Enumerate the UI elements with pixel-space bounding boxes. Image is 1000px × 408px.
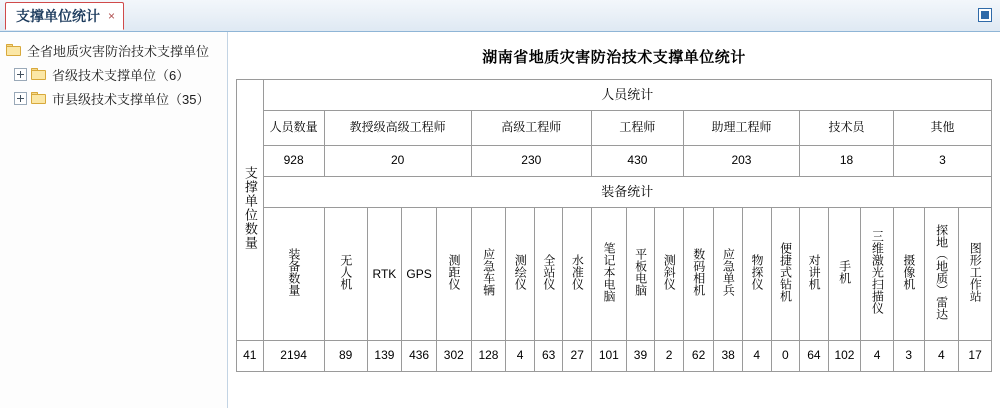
equipment-value-cell: 4	[742, 341, 771, 372]
equipment-header-cell: 装备数量	[263, 208, 324, 341]
tree-node-label: 省级技术支撑单位（6）	[52, 67, 190, 83]
personnel-value-cell: 18	[800, 146, 894, 177]
personnel-value-cell: 928	[263, 146, 324, 177]
folder-icon	[6, 44, 22, 57]
tab-bar	[0, 0, 1000, 32]
personnel-value-cell: 203	[683, 146, 799, 177]
tree-node-city-county[interactable]	[0, 86, 227, 110]
equipment-header-cell: 无人机	[324, 208, 367, 341]
equipment-header-cell: 便捷式钻机	[771, 208, 800, 341]
tree-node-label: 全省地质灾害防治技术支撑单位	[27, 43, 210, 59]
plus-icon[interactable]	[14, 92, 27, 105]
personnel-value-cell: 20	[324, 146, 471, 177]
close-icon[interactable]: ×	[108, 9, 116, 23]
tree-node-provincial[interactable]	[0, 62, 227, 86]
equipment-header-cell: 应急车辆	[471, 208, 506, 341]
equipment-header-cell: 三维激光扫描仪	[861, 208, 894, 341]
tab-support-unit-statistics[interactable]	[5, 2, 124, 30]
equipment-value-cell: 38	[714, 341, 743, 372]
equipment-value-cell: 128	[471, 341, 506, 372]
personnel-header-cell: 高级工程师	[471, 111, 591, 146]
tree-node-label: 市县级技术支撑单位（35）	[52, 91, 210, 107]
equipment-value-cell: 436	[402, 341, 437, 372]
unit-count-cell: 41	[237, 341, 264, 372]
equipment-header-cell: 平板电脑	[626, 208, 655, 341]
equipment-header-cell: RTK	[367, 208, 402, 341]
equipment-header-cell: 笔记本电脑	[592, 208, 627, 341]
table-row	[237, 177, 992, 208]
equipment-header-cell: 测斜仪	[655, 208, 684, 341]
table-row	[237, 111, 992, 146]
equipment-value-cell: 102	[828, 341, 861, 372]
tab-label: 支撑单位统计	[16, 8, 100, 24]
folder-icon	[31, 68, 47, 81]
personnel-value-cell: 3	[893, 146, 991, 177]
equipment-value-cell: 4	[506, 341, 535, 372]
equipment-value-cell: 101	[592, 341, 627, 372]
personnel-header-cell: 助理工程师	[683, 111, 799, 146]
equipment-header-cell: 水准仪	[563, 208, 592, 341]
personnel-header-cell: 人员数量	[263, 111, 324, 146]
content-panel	[228, 32, 1000, 408]
equipment-header-cell: 摄像机	[893, 208, 924, 341]
equipment-header-cell: 应急单兵	[714, 208, 743, 341]
table-row	[237, 208, 992, 341]
equipment-header-cell: 对讲机	[800, 208, 829, 341]
personnel-value-cell: 430	[592, 146, 684, 177]
equipment-header-cell: 探地（地质）雷达	[924, 208, 959, 341]
equipment-value-cell: 302	[436, 341, 471, 372]
statistics-table	[236, 79, 992, 372]
equipment-value-cell: 139	[367, 341, 402, 372]
personnel-value-cell: 230	[471, 146, 591, 177]
equipment-value-cell: 62	[683, 341, 714, 372]
equipment-header-cell: 数码相机	[683, 208, 714, 341]
equipment-value-cell: 4	[861, 341, 894, 372]
personnel-header-cell: 其他	[893, 111, 991, 146]
personnel-section-header: 人员统计	[263, 80, 991, 111]
table-row	[237, 341, 992, 372]
square-icon[interactable]	[978, 8, 992, 22]
equipment-header-cell: 物探仪	[742, 208, 771, 341]
equipment-value-cell: 3	[893, 341, 924, 372]
equipment-value-cell: 0	[771, 341, 800, 372]
equipment-header-cell: 测绘仪	[506, 208, 535, 341]
equipment-value-cell: 27	[563, 341, 592, 372]
equipment-value-cell: 17	[959, 341, 992, 372]
plus-icon[interactable]	[14, 68, 27, 81]
equipment-header-cell: 全站仪	[534, 208, 563, 341]
equipment-value-cell: 4	[924, 341, 959, 372]
equipment-value-cell: 2194	[263, 341, 324, 372]
tree-node-root[interactable]	[0, 38, 227, 62]
personnel-header-cell: 教授级高级工程师	[324, 111, 471, 146]
folder-icon	[31, 92, 47, 105]
equipment-header-cell: 测距仪	[436, 208, 471, 341]
tree-panel	[0, 32, 228, 408]
table-row	[237, 146, 992, 177]
equipment-value-cell: 89	[324, 341, 367, 372]
equipment-value-cell: 2	[655, 341, 684, 372]
personnel-header-cell: 技术员	[800, 111, 894, 146]
page-title: 湖南省地质灾害防治技术支撑单位统计	[482, 49, 746, 66]
personnel-header-cell: 工程师	[592, 111, 684, 146]
equipment-value-cell: 63	[534, 341, 563, 372]
equipment-header-cell: 手机	[828, 208, 861, 341]
equipment-header-cell: 图形工作站	[959, 208, 992, 341]
equipment-value-cell: 64	[800, 341, 829, 372]
table-row	[237, 80, 992, 111]
equipment-section-header: 装备统计	[263, 177, 991, 208]
equipment-value-cell: 39	[626, 341, 655, 372]
equipment-header-cell: GPS	[402, 208, 437, 341]
row-label-cell: 支撑单位数量	[237, 80, 264, 341]
